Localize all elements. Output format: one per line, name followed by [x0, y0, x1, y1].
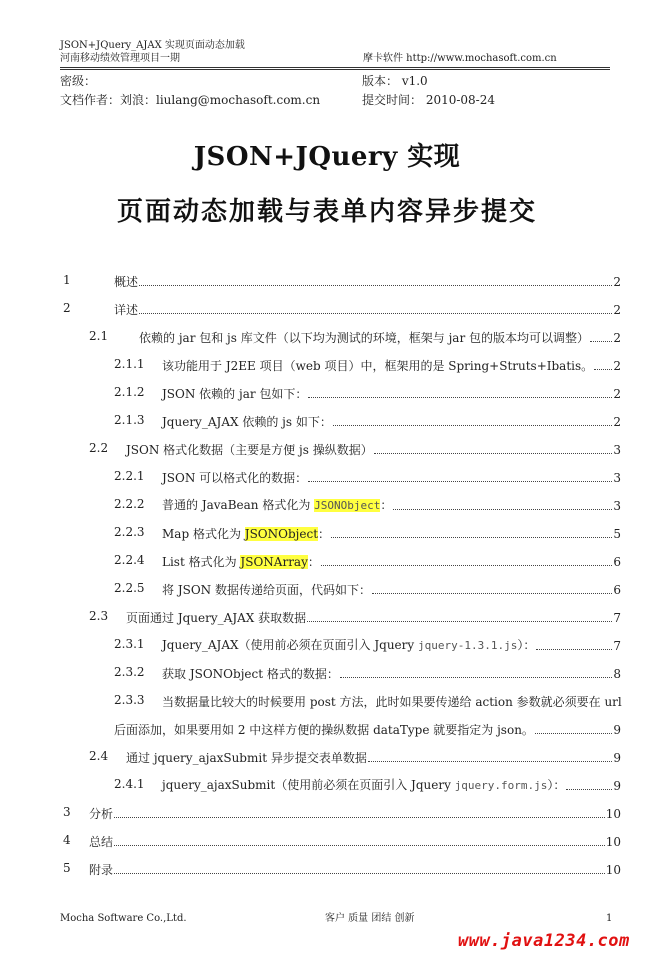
toc-leader-dots [590, 341, 612, 342]
toc-entry-2-3-1[interactable] [114, 636, 621, 654]
toc-leader-dots [393, 509, 612, 510]
toc-entry-number: 2.2.1 [114, 469, 145, 483]
toc-entry-2-3[interactable] [89, 608, 621, 626]
toc-entry-label: JSON 依赖的 jar 包如下： [162, 387, 308, 401]
toc-entry-label: 概述 [114, 275, 139, 289]
header-doc-title: JSON+JQuery_AJAX 实现页面动态加载 [60, 40, 245, 51]
toc-leader-dots [368, 761, 613, 762]
toc-entry-page: 3 [613, 443, 621, 457]
toc-entry-2-3-3-continued[interactable] [114, 720, 621, 738]
toc-entry-label: Jquery_AJAX 依赖的 js 如下： [162, 415, 332, 429]
toc-entry-label: 总结 [89, 835, 114, 849]
toc-label-text: jquery_ajaxSubmit（使用前必须在页面引入 Jquery [162, 778, 455, 792]
toc-leader-dots [114, 817, 605, 818]
toc-entry-page: 2 [613, 415, 621, 429]
toc-entry-2-3-2[interactable] [114, 664, 621, 682]
toc-entry-2[interactable] [63, 300, 621, 318]
document-author: 文档作者：刘浪：liulang@mochasoft.com.cn [60, 93, 321, 107]
toc-entry-2-2-2[interactable] [114, 496, 621, 514]
footer-page-number: 1 [606, 913, 613, 924]
toc-entry-label [162, 526, 330, 542]
toc-leader-dots [139, 313, 612, 314]
toc-entry-number: 2.1.3 [114, 413, 145, 427]
code-filename: jquery.form.js [454, 779, 548, 792]
toc-leader-dots [307, 621, 612, 622]
toc-label-text: ： [380, 498, 393, 512]
toc-entry-number: 2 [63, 301, 71, 315]
toc-entry-2-2-5[interactable] [114, 580, 621, 598]
footer-motto: 客户 质量 团结 创新 [325, 913, 415, 924]
toc-label-text: Map 格式化为 [162, 527, 245, 541]
toc-label-text: ）： [517, 638, 536, 652]
toc-entry-label: 分析 [89, 807, 114, 821]
toc-entry-number: 2.3.3 [114, 693, 145, 707]
toc-entry-page: 6 [613, 555, 621, 569]
toc-leader-dots [331, 537, 612, 538]
toc-entry-page: 9 [613, 751, 621, 765]
toc-entry-2-2-4[interactable] [114, 552, 621, 570]
highlighted-term: JSONObject [314, 499, 381, 512]
footer-company: Mocha Software Co.,Ltd. [60, 913, 187, 924]
toc-entry-2-1[interactable] [89, 328, 621, 346]
document-title-line1: JSON+JQuery 实现 [193, 142, 461, 172]
toc-entry-4[interactable] [63, 832, 621, 850]
toc-entry-number: 2.1.2 [114, 385, 145, 399]
toc-entry-2-1-3[interactable] [114, 412, 621, 430]
toc-entry-page: 8 [613, 667, 621, 681]
toc-leader-dots [333, 425, 613, 426]
toc-leader-dots [308, 397, 612, 398]
toc-entry-page: 10 [605, 807, 621, 821]
toc-leader-dots [114, 845, 605, 846]
toc-label-text: ： [318, 527, 331, 541]
toc-leader-dots [321, 565, 612, 566]
highlighted-term: JSONObject [244, 527, 319, 541]
toc-leader-dots [566, 789, 612, 790]
toc-entry-number: 2.3.2 [114, 665, 145, 679]
version: 版本： v1.0 [362, 74, 428, 88]
toc-leader-dots [536, 649, 612, 650]
toc-entry-label: 页面通过 Jquery_AJAX 获取数据 [126, 611, 307, 625]
toc-entry-number: 2.4.1 [114, 777, 145, 791]
toc-entry-number: 2.2.4 [114, 553, 145, 567]
toc-entry-number: 2.3 [89, 609, 109, 623]
toc-entry-label: 该功能用于 J2EE 项目（web 项目）中，框架用的是 Spring+Struts+Ibatis。 [162, 359, 594, 373]
toc-entry-label [162, 637, 535, 654]
toc-entry-page: 9 [613, 723, 621, 737]
toc-entry-page: 5 [613, 527, 621, 541]
toc-entry-3[interactable] [63, 804, 621, 822]
toc-entry-label [162, 497, 392, 514]
toc-leader-dots [372, 593, 612, 594]
header-project-name: 河南移动绩效管理项目一期 [60, 53, 180, 64]
toc-entry-number: 1 [63, 273, 71, 287]
toc-leader-dots [374, 453, 613, 454]
toc-entry-page: 2 [613, 303, 621, 317]
toc-entry-2-4-1[interactable] [114, 776, 621, 794]
code-filename: jquery-1.3.1.js [418, 639, 518, 652]
toc-leader-dots [535, 733, 612, 734]
toc-entry-label: JSON 可以格式化的数据： [162, 471, 308, 485]
toc-leader-dots [594, 369, 612, 370]
toc-leader-dots [308, 481, 612, 482]
security-level: 密级： [60, 74, 97, 88]
toc-label-text: ： [307, 555, 320, 569]
toc-entry-page: 10 [605, 835, 621, 849]
toc-entry-page: 2 [613, 275, 621, 289]
toc-label-text: List 格式化为 [162, 555, 241, 569]
toc-entry-label: 依赖的 jar 包和 js 库文件（以下均为测试的环境，框架与 jar 包的版本均可以调整） [139, 331, 589, 345]
toc-label-text: ）： [547, 778, 566, 792]
toc-entry-number: 3 [63, 805, 71, 819]
toc-entry-page: 3 [613, 499, 621, 513]
toc-entry-2-2-1[interactable] [114, 468, 621, 486]
watermark: www.java1234.com [458, 931, 630, 951]
toc-entry-number: 2.2.3 [114, 525, 145, 539]
toc-entry-page: 2 [613, 359, 621, 373]
toc-entry-number: 2.1 [89, 329, 109, 343]
toc-entry-label: 当数据量比较大的时候要用 post 方法，此时如果要传递给 action 参数就必须要在 url [162, 695, 622, 709]
toc-entry-1[interactable] [63, 272, 621, 290]
toc-entry-page: 2 [613, 331, 621, 345]
toc-entry-page: 10 [605, 863, 621, 877]
toc-entry-label: 详述 [114, 303, 139, 317]
toc-entry-label: 后面添加，如果要用如 2 中这样方便的操纵数据 dataType 就要指定为 json。 [114, 723, 534, 737]
toc-entry-number: 2.2 [89, 441, 109, 455]
toc-entry-page: 2 [613, 387, 621, 401]
toc-entry-label: 附录 [89, 863, 114, 877]
toc-entry-number: 5 [63, 861, 71, 875]
toc-entry-2-1-2[interactable] [114, 384, 621, 402]
toc-entry-number: 2.2.2 [114, 497, 145, 511]
toc-entry-page: 3 [613, 471, 621, 485]
header-company: 摩卡软件 http://www.mochasoft.com.cn [363, 53, 557, 64]
toc-entry-page: 6 [613, 583, 621, 597]
toc-leader-dots [139, 285, 612, 286]
toc-entry-2-1-1[interactable] [114, 356, 621, 374]
toc-entry-number: 2.3.1 [114, 637, 145, 651]
highlighted-term: JSONArray [240, 555, 308, 569]
toc-entry-label [162, 554, 320, 570]
toc-entry-label: 获取 JSONObject 格式的数据： [162, 667, 339, 681]
toc-entry-label: JSON 格式化数据（主要是方便 js 操纵数据） [126, 443, 373, 457]
toc-entry-5[interactable] [63, 860, 621, 878]
toc-entry-page: 7 [613, 639, 621, 653]
toc-entry-number: 2.2.5 [114, 581, 145, 595]
toc-entry-number: 4 [63, 833, 71, 847]
submit-time: 提交时间： 2010-08-24 [362, 93, 496, 107]
document-title-line2: 页面动态加载与表单内容异步提交 [116, 197, 537, 227]
toc-entry-2-4[interactable] [89, 748, 621, 766]
toc-entry-label [162, 777, 565, 794]
toc-leader-dots [340, 677, 612, 678]
toc-entry-label: 将 JSON 数据传递给页面，代码如下： [162, 583, 371, 597]
toc-entry-number: 2.4 [89, 749, 109, 763]
toc-entry-label: 通过 jquery_ajaxSubmit 异步提交表单数据 [126, 751, 367, 765]
toc-label-text: Jquery_AJAX（使用前必须在页面引入 Jquery [162, 638, 418, 652]
toc-label-text: 普通的 JavaBean 格式化为 [162, 498, 315, 512]
toc-entry-number: 2.1.1 [114, 357, 145, 371]
toc-leader-dots [114, 873, 605, 874]
toc-entry-page: 7 [613, 611, 621, 625]
toc-entry-2-2[interactable] [89, 440, 621, 458]
toc-entry-2-3-3[interactable] [114, 692, 622, 710]
toc-entry-2-2-3[interactable] [114, 524, 621, 542]
toc-entry-page: 9 [613, 779, 621, 793]
